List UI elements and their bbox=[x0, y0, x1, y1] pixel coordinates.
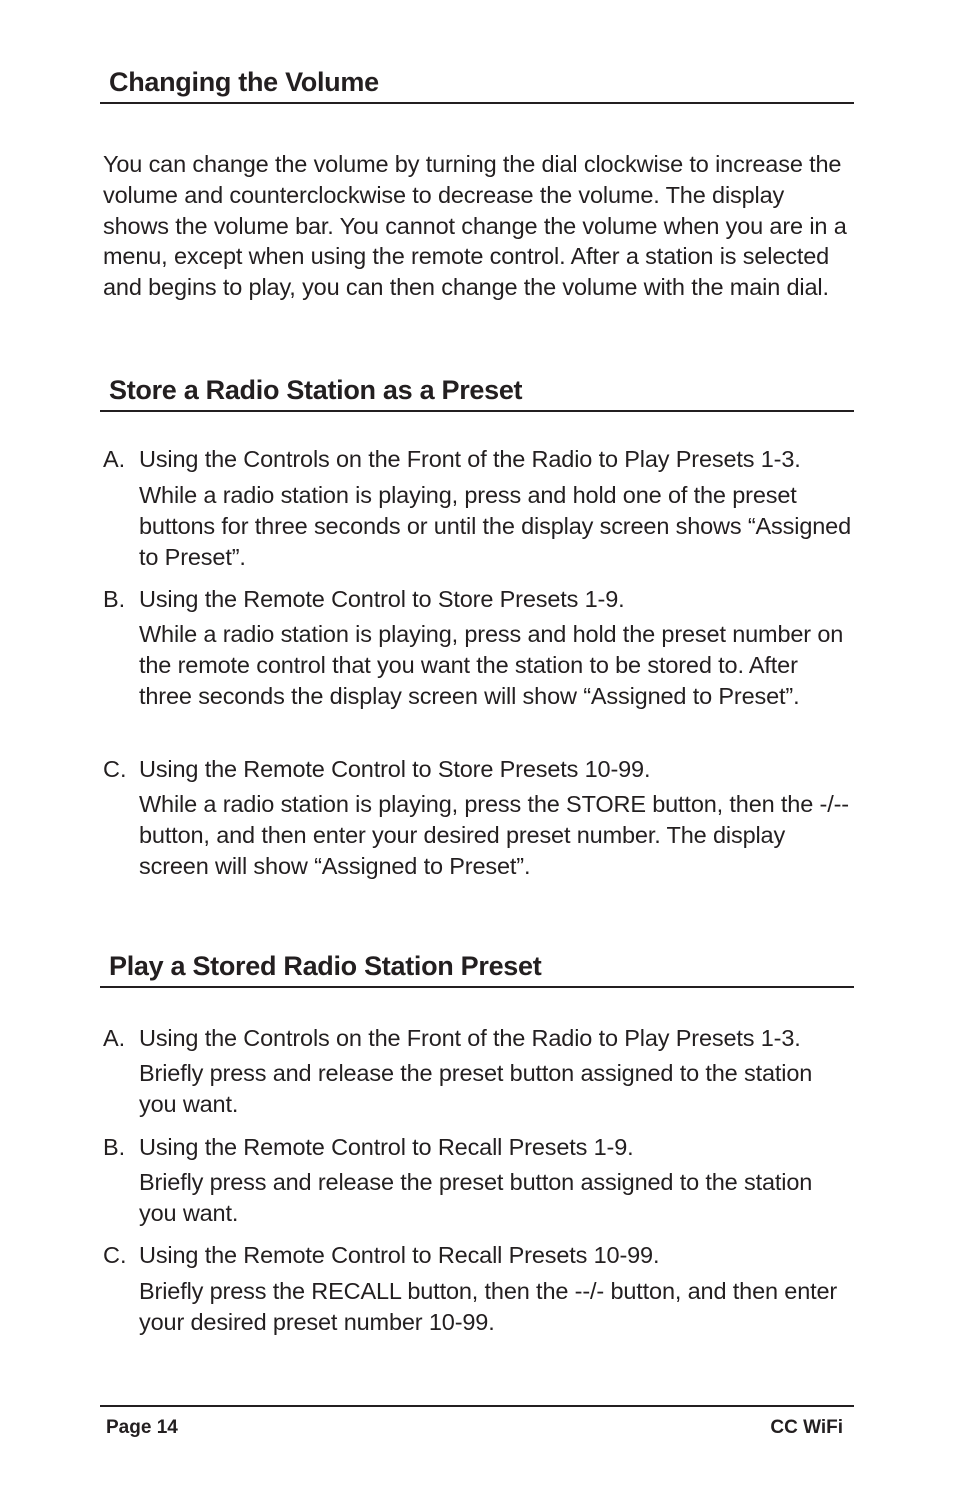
store-section-heading bbox=[100, 370, 854, 412]
store-item-b-body: While a radio station is playing, press and hold the preset number on the remote control that you want the station to be stored to. After three seconds the display screen will show “Assigned to Preset”. bbox=[139, 621, 844, 709]
play-heading-text: Play a Stored Radio Station Preset bbox=[109, 951, 542, 981]
store-item-a-letter: A. bbox=[103, 446, 126, 472]
volume-paragraph: You can change the volume by turning the dial clockwise to increase the volume and counterclockwise to decrease the volume. The display shows the volume bar. You cannot change the volume when you are in a menu, except when using the remote control. After a station is selected and begins to play, you can then change the volume with the main dial. bbox=[103, 151, 847, 301]
store-item-b-letter: B. bbox=[103, 586, 126, 612]
footer-product-name: CC WiFi bbox=[770, 1417, 843, 1438]
volume-section-heading bbox=[100, 60, 854, 104]
play-item-c-title: Using the Remote Control to Recall Presets 10-99. bbox=[139, 1242, 660, 1268]
play-item-a-letter: A. bbox=[103, 1025, 126, 1051]
store-item-c-title: Using the Remote Control to Store Presets 10-99. bbox=[139, 756, 651, 782]
play-item-b-body: Briefly press and release the preset button assigned to the station you want. bbox=[139, 1169, 813, 1226]
footer-page-number: Page 14 bbox=[106, 1417, 178, 1438]
store-item-c-letter: C. bbox=[103, 756, 127, 782]
play-item-b-letter: B. bbox=[103, 1134, 126, 1160]
footer-divider bbox=[100, 1405, 854, 1407]
volume-heading-text: Changing the Volume bbox=[109, 67, 379, 97]
store-heading-text: Store a Radio Station as a Preset bbox=[109, 375, 523, 405]
play-item-b-title: Using the Remote Control to Recall Presets 1-9. bbox=[139, 1134, 634, 1160]
play-section-heading bbox=[100, 946, 854, 988]
store-item-c-body: While a radio station is playing, press the STORE button, then the -/-- button, and then enter your desired preset number. The display screen will show “Assigned to Preset”. bbox=[139, 791, 849, 879]
play-item-a-title: Using the Controls on the Front of the Radio to Play Presets 1-3. bbox=[139, 1025, 801, 1051]
play-item-c-body: Briefly press the RECALL button, then the --/- button, and then enter your desired preset number 10-99. bbox=[139, 1278, 838, 1335]
play-item-a-body: Briefly press and release the preset button assigned to the station you want. bbox=[139, 1060, 813, 1117]
store-item-a-title: Using the Controls on the Front of the Radio to Play Presets 1-3. bbox=[139, 446, 801, 472]
play-item-c-letter: C. bbox=[103, 1242, 127, 1268]
store-item-b-title: Using the Remote Control to Store Presets 1-9. bbox=[139, 586, 625, 612]
store-item-a-body: While a radio station is playing, press and hold one of the preset buttons for three seconds or until the display screen shows “Assigned to Preset”. bbox=[139, 482, 852, 570]
